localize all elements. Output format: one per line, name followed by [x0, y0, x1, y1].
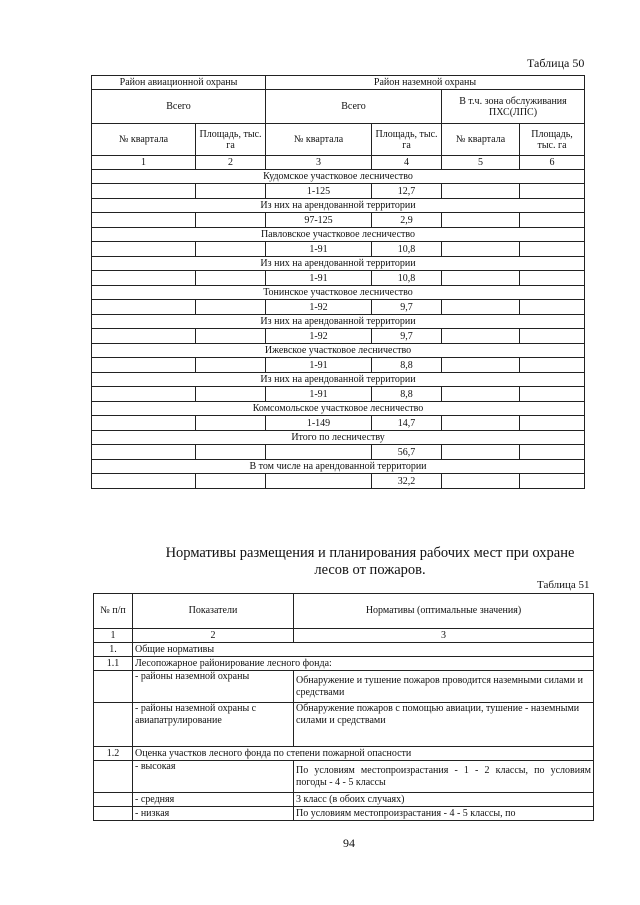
section-title: Кудомское участковое лесничество	[92, 170, 585, 184]
heading-line-1: Нормативы размещения и планирования рабочих мест при охране	[165, 545, 575, 561]
header-ground-zone: Район наземной охраны	[266, 76, 585, 90]
area-value: 8,8	[372, 358, 442, 373]
header-total-air: Всего	[92, 90, 266, 124]
indicator-cell: - районы наземной охраны	[133, 671, 294, 703]
norm-cell: 3 класс (в обоих случаях)	[294, 793, 594, 807]
section-title: Из них на арендованной территории	[92, 373, 585, 387]
col-num: 6	[520, 156, 585, 170]
norm-cell: По условиям местопроизрастания - 4 - 5 классы, по	[294, 807, 594, 821]
col-num: 3	[266, 156, 372, 170]
header-quarter-2: № квартала	[266, 124, 372, 156]
row-number: 1.2	[94, 747, 133, 761]
header-area-1: Площадь, тыс. га	[196, 124, 266, 156]
quarter-range: 1-91	[266, 242, 372, 257]
quarter-range	[266, 474, 372, 489]
row-title: Лесопожарное районирование лесного фонда:	[133, 657, 594, 671]
total-title: Итого по лесничеству	[92, 431, 585, 445]
area-value: 8,8	[372, 387, 442, 402]
header-area-2: Площадь, тыс. га	[372, 124, 442, 156]
norm-cell: Обнаружение пожаров с помощью авиации, тушение - наземными силами и средствами	[294, 703, 594, 747]
quarter-range: 1-91	[266, 358, 372, 373]
area-value: 2,9	[372, 213, 442, 228]
area-value: 32,2	[372, 474, 442, 489]
page-number: 94	[343, 836, 355, 850]
quarter-range: 1-149	[266, 416, 372, 431]
indicator-cell: - районы наземной охраны с авиапатрулирование	[133, 703, 294, 747]
col-num: 1	[94, 629, 133, 643]
header-area-3: Площадь, тыс. га	[520, 124, 585, 156]
section-heading	[100, 545, 640, 579]
row-number: 1.1	[94, 657, 133, 671]
section-title: Ижевское участковое лесничество	[92, 344, 585, 358]
heading-line-2: лесов от пожаров.	[314, 562, 426, 578]
col-num: 1	[92, 156, 196, 170]
quarter-range: 1-91	[266, 271, 372, 286]
indicator-cell: - средняя	[133, 793, 294, 807]
indicator-cell: - низкая	[133, 807, 294, 821]
area-value: 56,7	[372, 445, 442, 460]
header-total-ground: Всего	[266, 90, 442, 124]
section-title: Комсомольское участковое лесничество	[92, 402, 585, 416]
area-value: 9,7	[372, 300, 442, 315]
header-indicators: Показатели	[133, 594, 294, 629]
quarter-range: 1-91	[266, 387, 372, 402]
header-quarter-1: № квартала	[92, 124, 196, 156]
quarter-range: 97-125	[266, 213, 372, 228]
quarter-range: 1-125	[266, 184, 372, 199]
area-value: 10,8	[372, 271, 442, 286]
norm-cell: По условиям местопроизрастания - 1 - 2 классы, по условиям погоды - 4 - 5 классы	[294, 761, 594, 793]
col-num: 5	[442, 156, 520, 170]
section-title: Из них на арендованной территории	[92, 315, 585, 329]
col-num: 2	[133, 629, 294, 643]
section-title: Из них на арендованной территории	[92, 257, 585, 271]
quarter-range: 1-92	[266, 329, 372, 344]
indicator-cell: - высокая	[133, 761, 294, 793]
norm-cell: Обнаружение и тушение пожаров проводится наземными силами и средствами	[294, 671, 594, 703]
area-value: 14,7	[372, 416, 442, 431]
col-num: 2	[196, 156, 266, 170]
section-title: Павловское участковое лесничество	[92, 228, 585, 242]
section-title: Из них на арендованной территории	[92, 199, 585, 213]
table50-caption: Таблица 50	[527, 56, 585, 70]
table51-caption: Таблица 51	[537, 579, 590, 591]
col-num: 4	[372, 156, 442, 170]
header-quarter-3: № квартала	[442, 124, 520, 156]
table-50	[91, 75, 585, 489]
row-number: 1.	[94, 643, 133, 657]
row-title: Оценка участков лесного фонда по степени пожарной опасности	[133, 747, 594, 761]
header-norms: Нормативы (оптимальные значения)	[294, 594, 594, 629]
header-service-zone: В т.ч. зона обслуживания ПХС(ЛПС)	[442, 90, 585, 124]
quarter-range	[266, 445, 372, 460]
total-leased-title: В том числе на арендованной территории	[92, 460, 585, 474]
table-51	[93, 593, 594, 821]
header-air-zone: Район авиационной охраны	[92, 76, 266, 90]
section-title: Тонинское участковое лесничество	[92, 286, 585, 300]
row-title: Общие нормативы	[133, 643, 594, 657]
col-num: 3	[294, 629, 594, 643]
quarter-range: 1-92	[266, 300, 372, 315]
area-value: 10,8	[372, 242, 442, 257]
area-value: 9,7	[372, 329, 442, 344]
area-value: 12,7	[372, 184, 442, 199]
header-num: № п/п	[94, 594, 133, 629]
